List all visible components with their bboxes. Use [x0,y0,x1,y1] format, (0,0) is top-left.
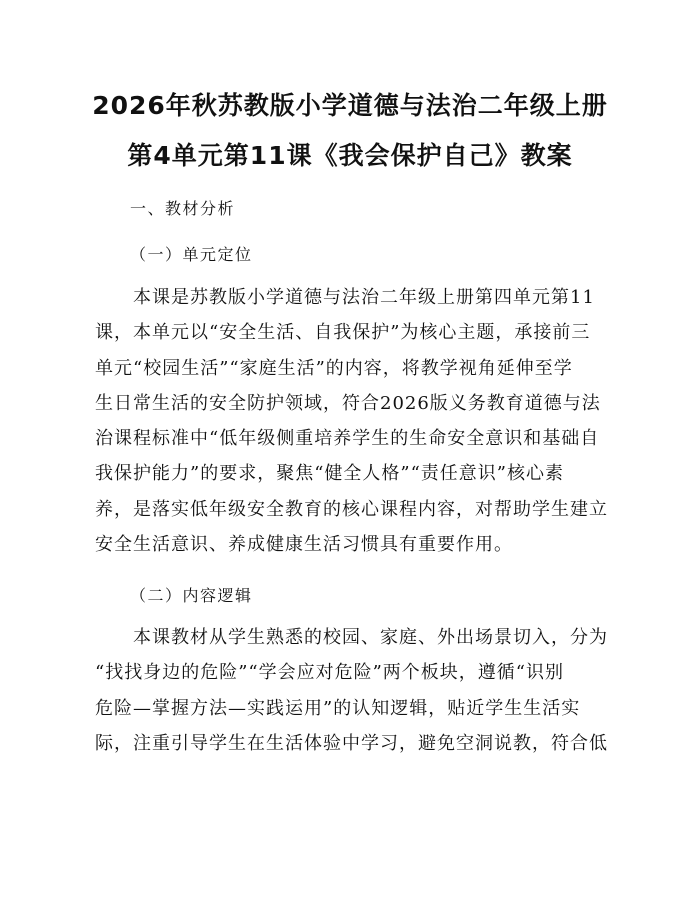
document-title-line-2: 第4单元第11课《我会保护自己》教案 [127,141,573,170]
paragraph-line: 单元“校园生活”“家庭生活”的内容，将教学视角延伸至学 [95,357,573,379]
paragraph-line: 我保护能力”的要求，聚焦“健全人格”“责任意识”核心素 [95,463,565,485]
paragraph-line: 养，是落实低年级安全教育的核心课程内容，对帮助学生建立 [95,498,608,520]
paragraph-content-logic [95,620,608,761]
paragraph-line: 安全生活意识、养成健康生活习惯具有重要作用。 [95,534,513,556]
paragraph-line: 生日常生活的安全防护领域，符合2026版义务教育道德与法 [95,392,601,414]
paragraph-unit-positioning [95,280,608,562]
paragraph-line: 治课程标准中“低年级侧重培养学生的生命安全意识和基础自 [95,428,600,450]
section-heading-textbook-analysis: 一、教材分析 [130,199,236,218]
subsection-heading-unit-positioning: （一）单元定位 [130,245,253,264]
paragraph-line: 际，注重引导学生在生活体验中学习，避免空洞说教，符合低 [95,732,608,754]
paragraph-line: 课，本单元以“安全生活、自我保护”为核心主题，承接前三 [95,322,591,344]
paragraph-line: 本课教材从学生熟悉的校园、家庭、外出场景切入，分为 [133,627,608,648]
document-title-line-1: 2026年秋苏教版小学道德与法治二年级上册 [92,91,608,120]
paragraph-line: 本课是苏教版小学道德与法治二年级上册第四单元第11 [133,287,595,308]
paragraph-line: “找找身边的危险”“学会应对危险”两个板块，遵循“识别 [95,662,565,684]
paragraph-line: 危险—掌握方法—实践运用”的认知逻辑，贴近学生生活实 [95,697,581,719]
subsection-heading-content-logic: （二）内容逻辑 [130,586,253,605]
